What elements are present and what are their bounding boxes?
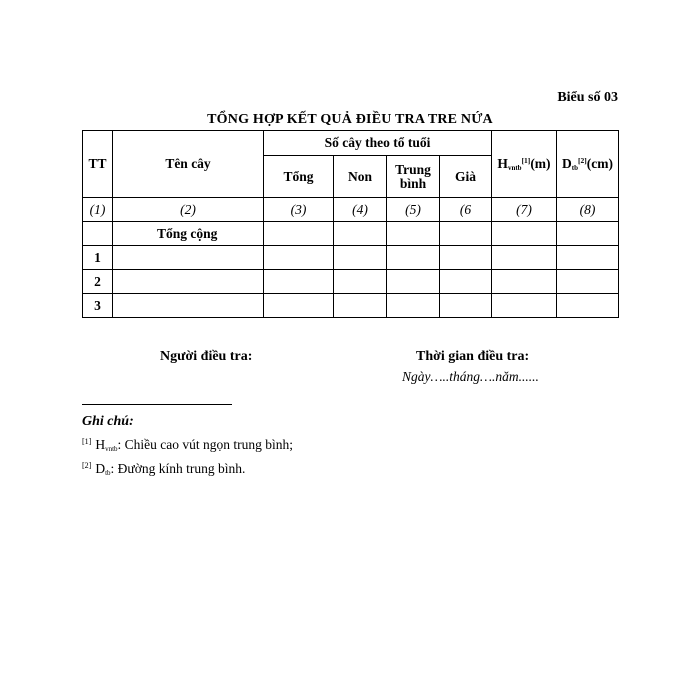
- table-cell: [440, 222, 492, 246]
- footnote-2-subscript: tb: [105, 469, 111, 477]
- table-cell: [387, 270, 440, 294]
- diameter-subscript: tb: [571, 163, 578, 172]
- footnote-1-subscript: vntb: [105, 445, 118, 453]
- table-cell: [264, 294, 334, 318]
- row-number: 1: [83, 246, 113, 270]
- header-total-count: Tổng: [264, 156, 334, 198]
- table-cell: [334, 270, 387, 294]
- footnote-2: [82, 461, 245, 477]
- survey-time-label: Thời gian điều tra:: [416, 349, 530, 364]
- footnote-2-text: : Đường kính trung bình.: [110, 461, 246, 476]
- height-symbol: H: [497, 155, 508, 171]
- total-row: [83, 222, 619, 246]
- column-number-row: [83, 198, 619, 222]
- form-number: Biểu số 03: [557, 90, 618, 105]
- table-cell: [334, 222, 387, 246]
- table-cell: [492, 270, 557, 294]
- table-cell: [387, 222, 440, 246]
- footnote-2-symbol: D: [95, 461, 106, 476]
- survey-table: [82, 130, 619, 318]
- footnote-1-ref: [1]: [82, 437, 92, 446]
- column-number: (1): [83, 198, 113, 222]
- footnote-divider: [82, 404, 232, 405]
- column-number: (3): [264, 198, 334, 222]
- table-row: [83, 294, 619, 318]
- table-cell: [83, 222, 113, 246]
- row-number: 3: [83, 294, 113, 318]
- table-cell: [492, 222, 557, 246]
- footnote-1-symbol: H: [95, 437, 106, 452]
- column-number: (6: [440, 198, 492, 222]
- table-cell: [113, 270, 264, 294]
- height-unit: (m): [530, 155, 551, 171]
- header-height: [492, 131, 557, 198]
- investigator-label: Người điều tra:: [160, 349, 253, 364]
- table-cell: [387, 294, 440, 318]
- table-cell: [387, 246, 440, 270]
- table-row: [83, 270, 619, 294]
- table-cell: [440, 294, 492, 318]
- column-number: (8): [557, 198, 619, 222]
- height-reference: [1]: [521, 155, 531, 165]
- column-number: (5): [387, 198, 440, 222]
- table-cell: [492, 246, 557, 270]
- table-cell: [264, 222, 334, 246]
- table-cell: [334, 294, 387, 318]
- header-old: Già: [440, 156, 492, 198]
- notes-heading: Ghi chú:: [82, 414, 134, 429]
- date-line: Ngày…..tháng….năm......: [402, 369, 539, 384]
- header-young: Non: [334, 156, 387, 198]
- header-medium: Trung bình: [387, 156, 440, 198]
- footnote-2-ref: [2]: [82, 461, 92, 470]
- table-cell: [557, 294, 619, 318]
- column-number: (4): [334, 198, 387, 222]
- table-cell: [113, 294, 264, 318]
- footnote-1-text: : Chiều cao vút ngọn trung bình;: [117, 437, 294, 452]
- table-cell: [440, 246, 492, 270]
- diameter-symbol: D: [562, 155, 572, 171]
- table-row: [83, 246, 619, 270]
- table-cell: [264, 246, 334, 270]
- total-row-label: Tổng cộng: [113, 222, 264, 246]
- table-cell: [264, 270, 334, 294]
- table-cell: [113, 246, 264, 270]
- table-cell: [492, 294, 557, 318]
- table-cell: [557, 222, 619, 246]
- header-row-1: [83, 131, 619, 156]
- table-cell: [334, 246, 387, 270]
- header-diameter: [557, 131, 619, 198]
- diameter-reference: [2]: [578, 155, 587, 165]
- header-tt: TT: [83, 131, 113, 198]
- table-cell: [557, 270, 619, 294]
- table-cell: [440, 270, 492, 294]
- row-number: 2: [83, 270, 113, 294]
- height-subscript: vntb: [507, 163, 522, 172]
- table-cell: [557, 246, 619, 270]
- footnote-1: [82, 437, 293, 453]
- header-age-group: Số cây theo tổ tuổi: [264, 131, 492, 156]
- column-number: (7): [492, 198, 557, 222]
- diameter-unit: (cm): [586, 155, 613, 171]
- header-tree-name: Tên cây: [113, 131, 264, 198]
- column-number: (2): [113, 198, 264, 222]
- page-title: TỔNG HỢP KẾT QUẢ ĐIỀU TRA TRE NỨA: [207, 112, 493, 127]
